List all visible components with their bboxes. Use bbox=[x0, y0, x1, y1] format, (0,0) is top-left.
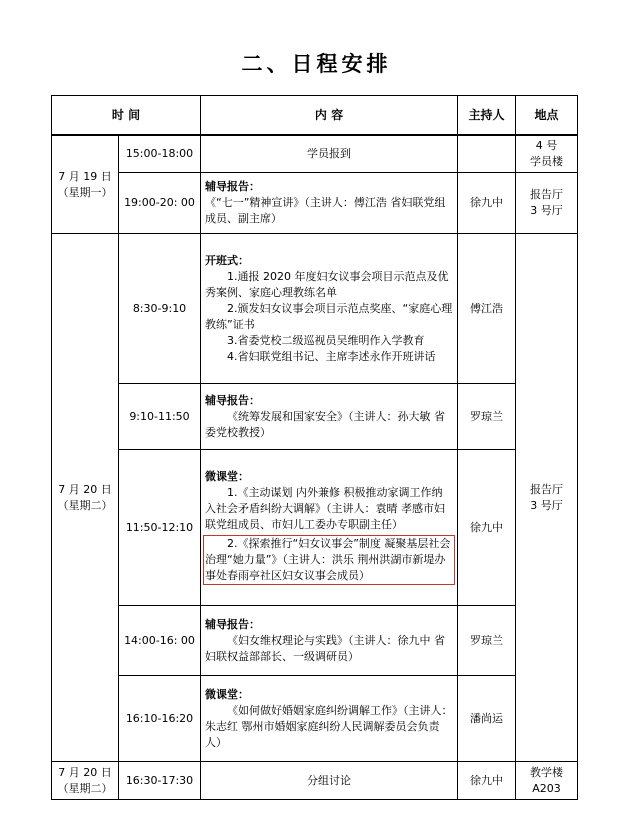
time-cell: 11:50-12:10 bbox=[119, 450, 201, 606]
header-content: 内 容 bbox=[201, 96, 458, 136]
table-row bbox=[52, 135, 578, 173]
time-cell: 19:00-20: 00 bbox=[119, 173, 201, 234]
date-text: 7 月 20 日 bbox=[58, 482, 112, 496]
table-row bbox=[52, 762, 578, 800]
host-cell: 徐九中 bbox=[458, 762, 516, 800]
time-cell: 16:30-17:30 bbox=[119, 762, 201, 800]
content-cell bbox=[201, 384, 458, 450]
host-cell: 徐九中 bbox=[458, 173, 516, 234]
session-text: 《如何做好婚姻家庭纠纷调解工作》（主讲人：朱志红 鄂州市婚姻家庭纠纷人民调解委员会负责人） bbox=[205, 703, 453, 749]
page-title: 二、日程安排 bbox=[241, 51, 392, 76]
session-label: 微课堂： bbox=[205, 687, 249, 701]
table-row bbox=[52, 450, 578, 606]
place-cell bbox=[516, 762, 578, 800]
place-line: 3 号厅 bbox=[530, 204, 563, 217]
time-cell: 9:10-11:50 bbox=[119, 384, 201, 450]
content-cell bbox=[201, 234, 458, 384]
place-line: 4 号 bbox=[535, 139, 558, 152]
table-row bbox=[52, 384, 578, 450]
table-row bbox=[52, 676, 578, 762]
host-cell bbox=[458, 135, 516, 173]
host-cell: 罗琼兰 bbox=[458, 384, 516, 450]
place-line: 3 号厅 bbox=[530, 498, 563, 512]
session-label: 微课堂： bbox=[205, 469, 249, 483]
host-cell: 徐九中 bbox=[458, 450, 516, 606]
session-label: 辅导报告： bbox=[205, 180, 260, 193]
header-time: 时 间 bbox=[52, 96, 201, 136]
session-label: 辅导报告： bbox=[205, 393, 260, 407]
date-cell bbox=[52, 762, 119, 800]
content-cell: 分组讨论 bbox=[201, 762, 458, 800]
content-cell bbox=[201, 173, 458, 234]
content-cell: 学员报到 bbox=[201, 135, 458, 173]
date-cell bbox=[52, 234, 119, 762]
header-place: 地点 bbox=[516, 96, 578, 136]
content-cell bbox=[201, 676, 458, 762]
host-cell: 潘尚运 bbox=[458, 676, 516, 762]
place-line: A203 bbox=[532, 781, 561, 795]
weekday-text: （星期二） bbox=[57, 498, 113, 512]
session-text: 《妇女维权理论与实践》（主讲人：徐九中 省妇联权益部部长、一级调研员） bbox=[205, 633, 445, 663]
place-cell bbox=[516, 173, 578, 234]
table-row bbox=[52, 173, 578, 234]
table-header-row bbox=[52, 96, 578, 136]
header-host: 主持人 bbox=[458, 96, 516, 136]
date-cell bbox=[52, 135, 119, 234]
agenda-item: 1.《主动谋划 内外兼修 积极推动家调工作纳入社会矛盾纠纷大调解》（主讲人：袁晴 孝感市妇联党组成员、市妇儿工委办专职副主任） bbox=[205, 485, 445, 531]
date-text: 7 月 20 日 bbox=[58, 765, 112, 779]
place-line: 报告厅 bbox=[530, 482, 563, 496]
agenda-item: 2.颁发妇女议事会项目示范点奖座、“家庭心理教练”证书 bbox=[205, 301, 453, 331]
place-cell bbox=[516, 234, 578, 762]
highlighted-agenda-item: 2.《探索推行“妇女议事会”制度 凝聚基层社会治理“她力量”》（主讲人：洪乐 荆州洪湖市新堤办事处春雨亭社区妇女议事会成员） bbox=[203, 535, 455, 585]
content-cell bbox=[201, 606, 458, 676]
host-cell: 罗琼兰 bbox=[458, 606, 516, 676]
time-cell: 14:00-16: 00 bbox=[119, 606, 201, 676]
weekday-text: （星期二） bbox=[57, 781, 113, 795]
table-row bbox=[52, 606, 578, 676]
weekday-text: （星期一） bbox=[57, 185, 113, 199]
schedule-table bbox=[51, 95, 578, 800]
agenda-item: 4.省妇联党组书记、主席李述永作开班讲话 bbox=[227, 349, 436, 363]
session-text: 《统筹发展和国家安全》（主讲人：孙大敏 省委党校教授） bbox=[205, 409, 445, 439]
place-line: 教学楼 bbox=[530, 765, 563, 779]
session-label: 开班式： bbox=[205, 253, 249, 267]
content-cell bbox=[201, 450, 458, 606]
date-text: 7 月 19 日 bbox=[58, 169, 112, 183]
time-cell: 16:10-16:20 bbox=[119, 676, 201, 762]
session-text: 《“七一”精神宣讲》（主讲人：傅江浩 省妇联党组成员、副主席） bbox=[205, 196, 446, 225]
time-cell: 15:00-18:00 bbox=[119, 135, 201, 173]
place-line: 报告厅 bbox=[530, 188, 563, 201]
place-cell bbox=[516, 135, 578, 173]
agenda-item: 1.通报 2020 年度妇女议事会项目示范点及优秀案例、家庭心理教练名单 bbox=[205, 269, 449, 299]
host-cell: 傅江浩 bbox=[458, 234, 516, 384]
time-cell: 8:30-9:10 bbox=[119, 234, 201, 384]
place-line: 学员楼 bbox=[530, 155, 563, 168]
session-label: 辅导报告： bbox=[205, 617, 260, 631]
table-row bbox=[52, 234, 578, 384]
agenda-item: 3.省委党校二级巡视员吴维明作入学教育 bbox=[227, 333, 425, 347]
